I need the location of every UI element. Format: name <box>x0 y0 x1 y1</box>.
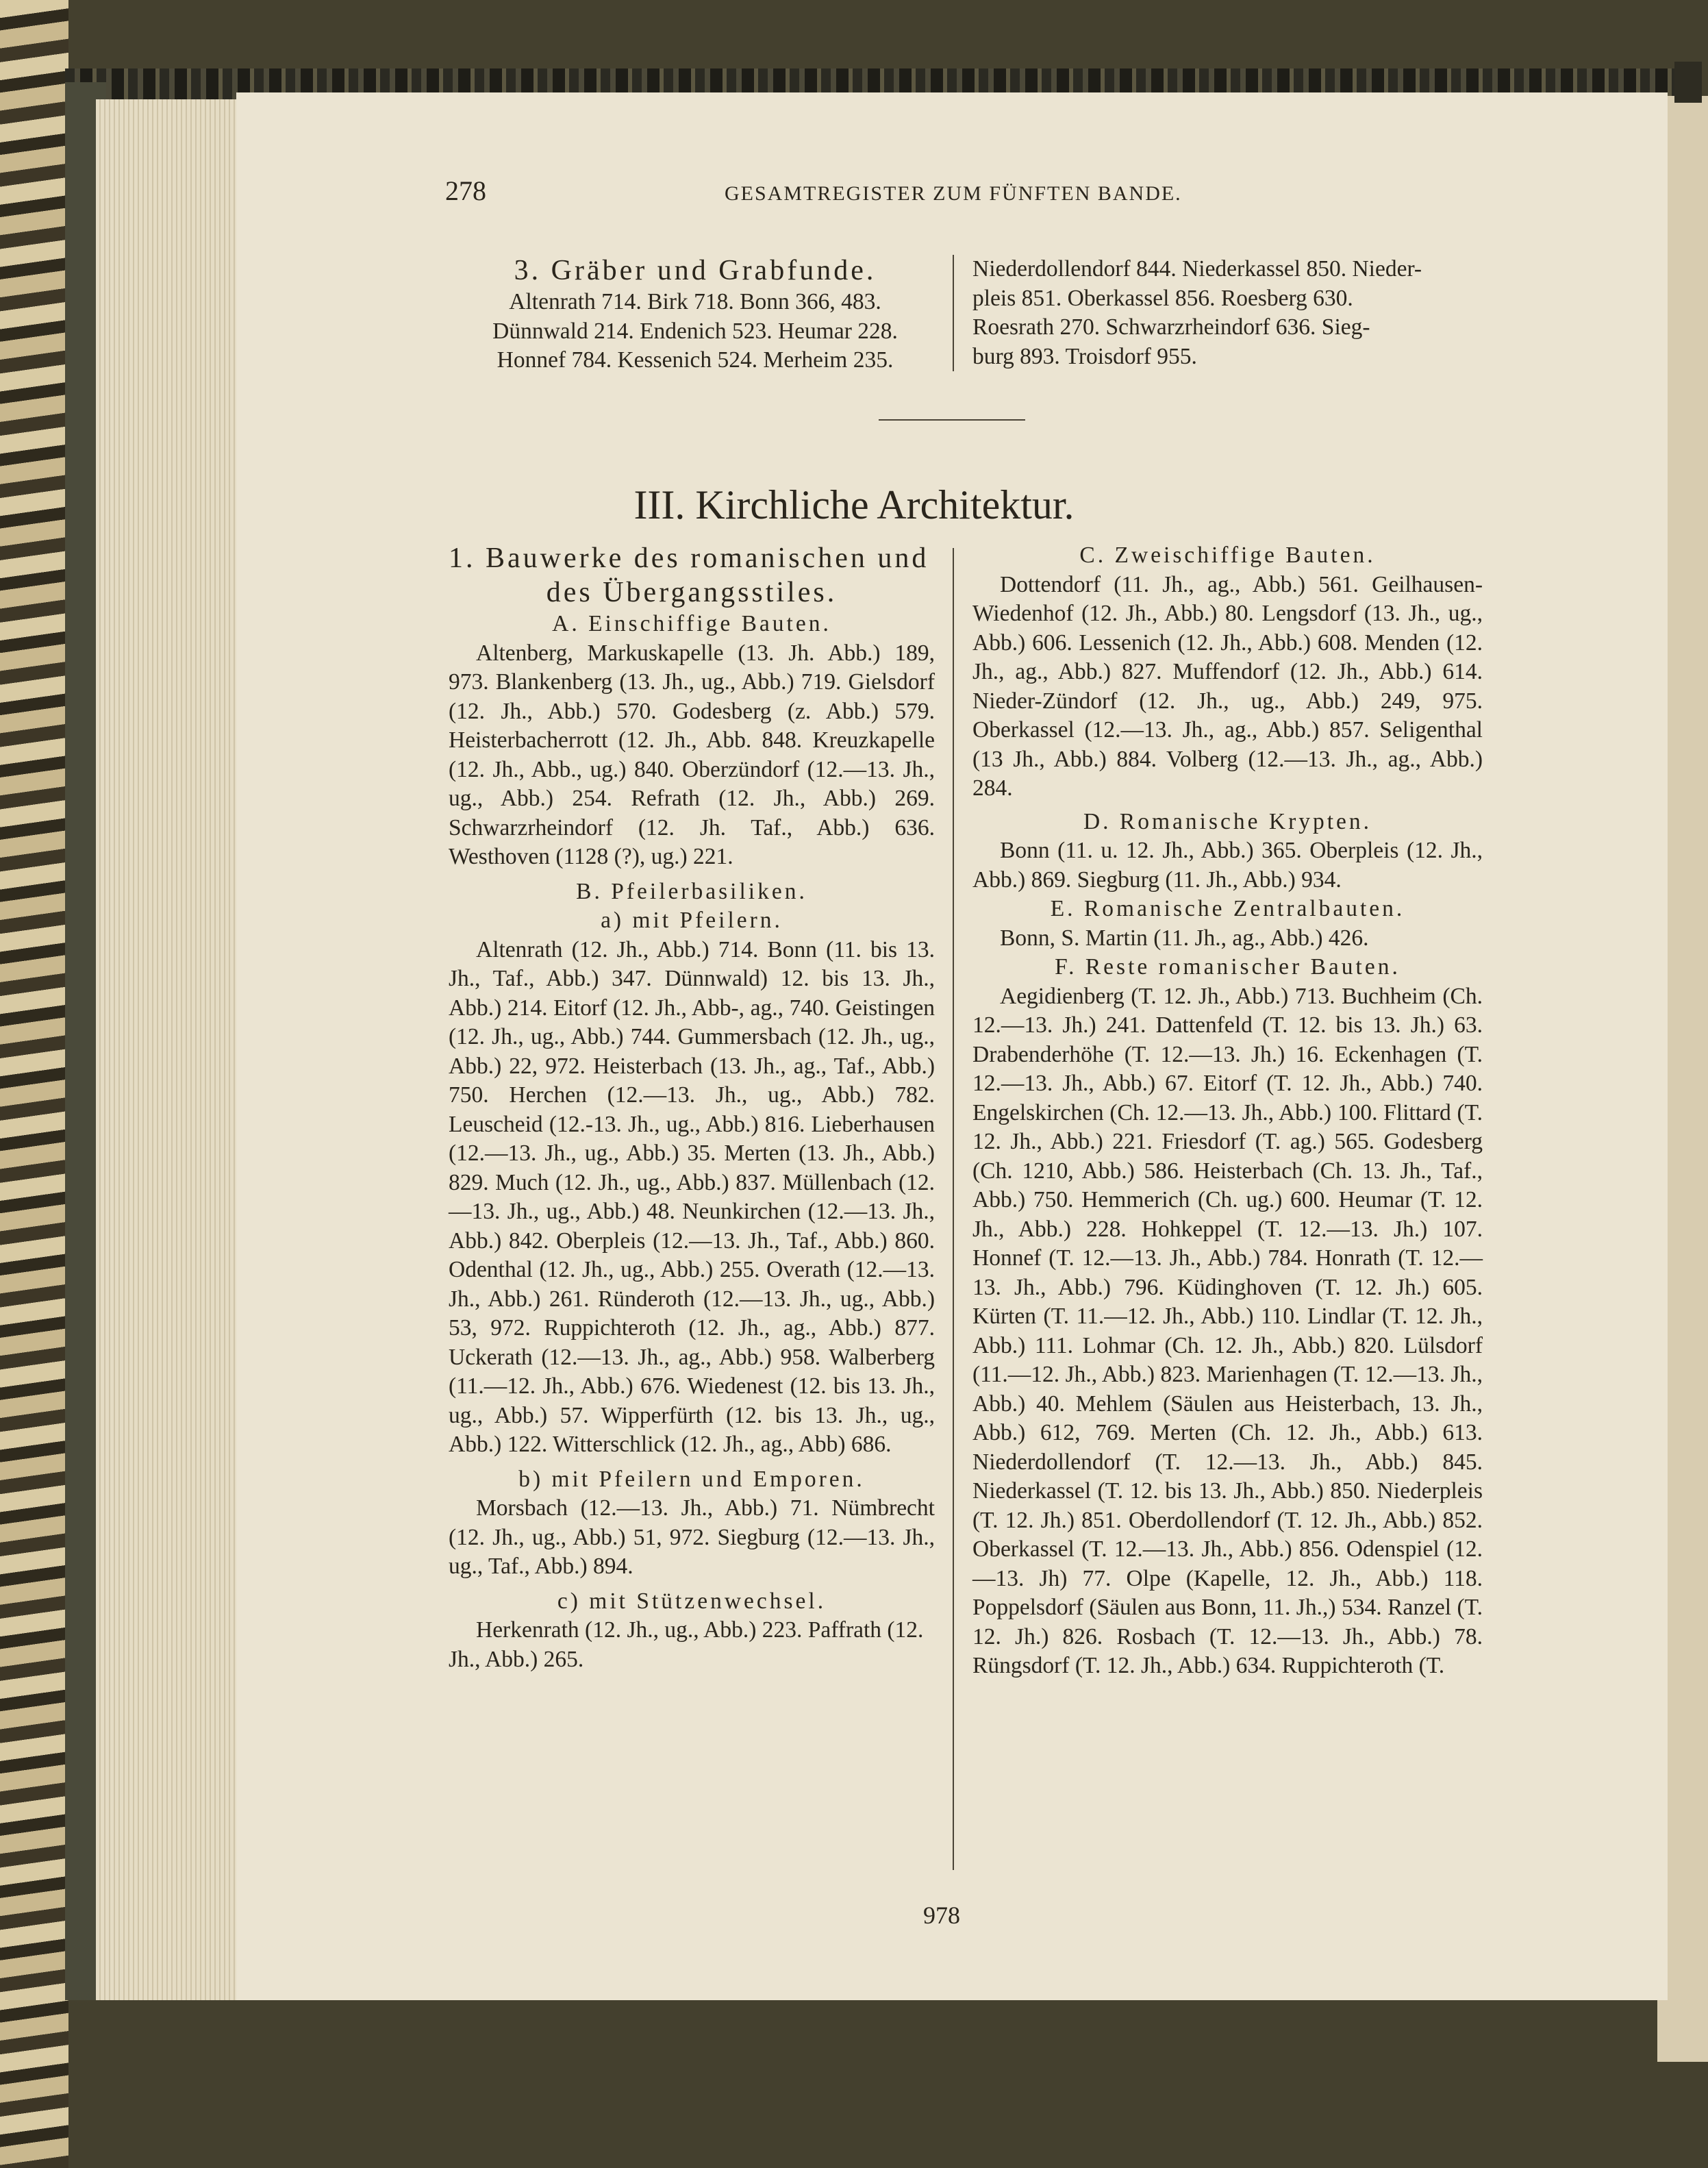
column-divider <box>953 548 954 1870</box>
subsection-heading: b) mit Pfeilern und Emporen. <box>518 1466 865 1492</box>
book-spine-marbled <box>0 0 68 2168</box>
left-column <box>449 541 935 1674</box>
main-title: III. Kirchliche Architektur. <box>633 482 1075 527</box>
graves-right-column <box>972 255 1483 371</box>
scan-clip <box>1674 62 1702 103</box>
graves-line: Honnef 784. Kessenich 524. Merheim 235. <box>497 347 894 373</box>
index-paragraph: Herkenrath (12. Jh., ug., Abb.) 223. Paffrath (12. Jh., Abb.) 265. <box>449 1617 924 1672</box>
page-number: 278 <box>445 175 486 206</box>
running-title: GESAMTREGISTER ZUM FÜNFTEN BANDE. <box>725 182 1182 205</box>
subsection-heading: a) mit Pfeilern. <box>601 908 783 933</box>
subsection-heading: c) mit Stützenwechsel. <box>557 1588 827 1614</box>
index-paragraph: Morsbach (12.—13. Jh., Abb.) 71. Nümbrecht (12. Jh., ug., Abb.) 51, 972. Siegburg (12.—13. Jh., ug., Taf., Abb.) 894. <box>449 1495 935 1579</box>
graves-line: Dünnwald 214. Endenich 523. Heumar 228. <box>492 318 898 344</box>
graves-left-column <box>452 253 938 375</box>
graves-line: burg 893. Troisdorf 955. <box>972 343 1197 369</box>
chapter-heading: 1. Bauwerke des romanischen und <box>449 543 929 574</box>
graves-line: Altenrath 714. Birk 718. Bonn 366, 483. <box>509 289 881 314</box>
graves-line: Roesrath 270. Schwarzrheindorf 636. Sieg- <box>972 314 1370 340</box>
section-rule <box>879 419 1025 421</box>
graves-line: Niederdollendorf 844. Niederkassel 850. Nieder- <box>972 256 1422 282</box>
graves-line: pleis 851. Oberkassel 856. Roesberg 630. <box>972 285 1353 311</box>
subsection-heading: F. Reste romanischer Bauten. <box>1055 954 1401 980</box>
index-paragraph: Dottendorf (11. Jh., ag., Abb.) 561. Geilhausen-Wiedenhof (12. Jh., Abb.) 80. Lengsdorf (13. Jh., ug., Abb.) 606. Lessenich (12. Jh., Abb.) 608. Menden (12. Jh., ag., Abb.) 827. Muffendorf (12. Jh., Abb.) 614. Nieder-Zündorf (12. Jh., ug., Abb.) 249, 975. Oberkassel (12.—13. Jh., ag., Abb.) 857. Seligenthal (13 Jh., Abb.) 884. Volberg (12.—13. Jh., ag., Abb.) 284. <box>972 571 1483 801</box>
index-paragraph: Bonn (11. u. 12. Jh., Abb.) 365. Oberpleis (12. Jh., Abb.) 869. Siegburg (11. Jh., Abb.) 934. <box>972 838 1483 893</box>
subsection-heading: A. Einschiffige Bauten. <box>552 611 831 636</box>
subsection-heading: C. Zweischiffige Bauten. <box>1079 543 1376 568</box>
right-column <box>972 541 1483 1681</box>
subsection-heading: D. Romanische Krypten. <box>1083 808 1372 834</box>
page-edges <box>96 99 240 2000</box>
subsection-heading: B. Pfeilerbasiliken. <box>576 878 807 904</box>
index-paragraph: Bonn, S. Martin (11. Jh., ag., Abb.) 426. <box>1000 925 1369 951</box>
signature-mark: 978 <box>923 1902 960 1929</box>
index-paragraph: Altenberg, Markuskapelle (13. Jh. Abb.) 189, 973. Blankenberg (13. Jh., ug., Abb.) 719. Gielsdorf (12. Jh., Abb.) 570. Godesberg (z. Abb.) 579. Heisterbacherrott (12. Jh., Abb. 848. Kreuzkapelle (12. Jh., Abb., ug.) 840. Oberzündorf (12.—13. Jh., ug., Abb.) 254. Refrath (12. Jh., Abb.) 269. Schwarzrheindorf (12. Jh. Taf., Abb.) 636. Westhoven (1128 (?), ug.) 221. <box>449 640 935 869</box>
subsection-heading: E. Romanische Zentralbauten. <box>1050 896 1405 921</box>
index-paragraph: Aegidienberg (T. 12. Jh., Abb.) 713. Buchheim (Ch. 12.—13. Jh.) 241. Dattenfeld (T. 12. bis 13. Jh.) 63. Drabenderhöhe (T. 12.—13. Jh.) 16. Eckenhagen (T. 12.—13. Jh., Abb.) 67. Eitorf (T. 12. Jh., Abb.) 740. Engelskirchen (Ch. 12.—13. Jh., Abb.) 100. Flittard (T. 12. Jh., Abb.) 221. Friesdorf (T. ag.) 565. Godesberg (Ch. 1210, Abb.) 586. Heisterbach (Ch. 13. Jh., Taf., Abb.) 750. Hemmerich (Ch. ug.) 600. Heumar (T. 12. Jh., Abb.) 228. Hohkeppel (T. 12.—13. Jh.) 107. Honnef (T. 12.—13. Jh., Abb.) 784. Honrath (T. 12.—13. Jh., Abb.) 796. Küdinghoven (T. 12. Jh.) 605. Kürten (T. 11.—12. Jh., Abb.) 110. Lindlar (T. 12. Jh., Abb.) 111. Lohmar (Ch. 12. Jh., Abb.) 820. Lülsdorf (11.—12. Jh., Abb.) 823. Marienhagen (T. 12.—13. Jh., Abb.) 40. Mehlem (Säulen aus Heisterbach, 13. Jh., Abb.) 612, 769. Merten (Ch. 12. Jh., Abb.) 613. Niederdollendorf (T. 12.—13. Jh., Abb.) 845. Niederkassel (T. 12. bis 13. Jh., Abb.) 850. Niederpleis (T. 12. Jh.) 851. Oberdollendorf (T. 12. Jh., Abb.) 852. Oberkassel (T. 12.—13. Jh., Abb.) 856. Odenspiel (12.—13. Jh) 77. Olpe (Kapelle, 12. Jh., Abb.) 118. Poppelsdorf (Säulen aus Bonn, 11. Jh.,) 534. Ranzel (T. 12. Jh.) 826. Rosbach (T. 12.—13. Jh., Abb.) 78. Rüngsdorf (T. 12. Jh., Abb.) 634. Ruppichteroth (T. <box>972 983 1483 1678</box>
column-divider <box>953 255 954 371</box>
graves-heading: 3. Gräber und Grabfunde. <box>514 255 877 286</box>
index-paragraph: Altenrath (12. Jh., Abb.) 714. Bonn (11. bis 13. Jh., Taf., Abb.) 347. Dünnwald) 12. bis 13. Jh., Abb.) 214. Eitorf (12. Jh., Abb-, ag., 740. Geistingen (12. Jh., ug., Abb.) 744. Gummersbach (12. Jh., ug., Abb.) 22, 972. Heisterbach (13. Jh., ag., Taf., Abb.) 750. Herchen (12.—13. Jh., ug., Abb.) 782. Leuscheid (12.-13. Jh., ug., Abb.) 816. Lieberhausen (12.—13. Jh., ug., Abb.) 35. Merten (13. Jh., Abb.) 829. Much (12. Jh., ug., Abb.) 837. Müllenbach (12.—13. Jh., ug., Abb.) 48. Neunkirchen (12.—13. Jh., Abb.) 842. Oberpleis (12.—13. Jh., Taf., Abb.) 860. Odenthal (12. Jh., ug., Abb.) 255. Overath (12.—13. Jh., Abb.) 261. Ründeroth (12.—13. Jh., ug., Abb.) 53, 972. Ruppichteroth (12. Jh., ag., Abb.) 877. Uckerath (12.—13. Jh., ag., Abb.) 958. Walberberg (11.—12. Jh., Abb.) 676. Wiedenest (12. bis 13. Jh., ug., Abb.) 57. Wipperfürth (12. bis 13. Jh., ug., Abb.) 122. Witterschlick (12. Jh., ag., Abb) 686. <box>449 936 935 1457</box>
chapter-heading: des Übergangsstiles. <box>546 577 838 608</box>
